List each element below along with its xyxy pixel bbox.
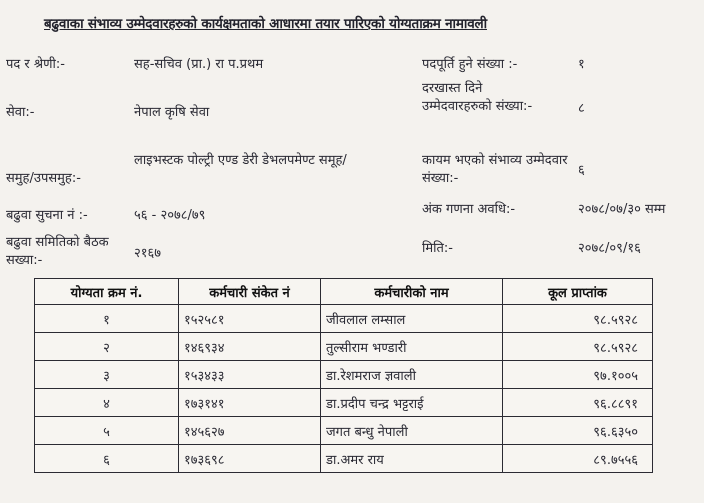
table-row <box>35 389 653 417</box>
table-row <box>35 361 653 389</box>
employee-name-cell: तुल्सीराम भण्डारी <box>321 333 503 361</box>
employee-code-cell: १५३४३३ <box>179 361 321 389</box>
table-header-row <box>35 279 653 305</box>
vacancy-value: १ <box>578 57 585 72</box>
score-cell: ८९.७५५६ <box>503 445 653 473</box>
table-row <box>35 333 653 361</box>
score-cell: ९६.६३५० <box>503 417 653 445</box>
service-label: सेवा:- <box>6 105 35 120</box>
period-label: अंक गणना अवधि:- <box>422 202 516 217</box>
date-value: २०७८/०९/१६ <box>578 241 641 256</box>
employee-code-cell: १५२५८१ <box>179 305 321 333</box>
period-value: २०७८/०७/३० सम्म <box>578 202 666 217</box>
notice-value: ५६ - २०७८/७९ <box>134 208 206 223</box>
service-value: नेपाल कृषि सेवा <box>134 105 210 120</box>
employee-code-cell: १४६९३४ <box>179 333 321 361</box>
employee-name-cell: डा.प्रदीप चन्द्र भट्टराई <box>321 389 503 417</box>
post-label: पद र श्रेणी:- <box>6 57 65 72</box>
employee-code-cell: १४५६२७ <box>179 417 321 445</box>
score-cell: ९८.५९२८ <box>503 305 653 333</box>
rank-cell: ४ <box>35 389 179 417</box>
score-cell: ९७.१००५ <box>503 361 653 389</box>
date-label: मिति:- <box>422 241 453 256</box>
group-value: लाइभस्टक पोल्ट्री एण्ड डेरी डेभलपमेण्ट समूह/ <box>134 153 347 168</box>
page-title: बढुवाका संभाव्य उम्मेदवारहरुको कार्यक्षमताको आधारमा तयार पारिएको योग्यताक्रम नामावली <box>44 16 487 32</box>
applicants-value: ८ <box>578 101 585 116</box>
rank-cell: ६ <box>35 445 179 473</box>
header-employee-code: कर्मचारी संकेत नं <box>179 279 321 305</box>
header-total-score: कूल प्राप्तांक <box>503 279 653 305</box>
table-row <box>35 305 653 333</box>
group-label: समुह/उपसमुह:- <box>6 171 81 186</box>
rank-cell: ३ <box>35 361 179 389</box>
employee-name-cell: जगत बन्धु नेपाली <box>321 417 503 445</box>
vacancy-label: पदपूर्ति हुने संख्या :- <box>422 57 518 72</box>
header-employee-name: कर्मचारीको नाम <box>321 279 503 305</box>
rank-cell: १ <box>35 305 179 333</box>
candidates-value: ६ <box>578 163 585 178</box>
employee-name-cell: डा.रेशमराज ज्ञवाली <box>321 361 503 389</box>
rank-cell: २ <box>35 333 179 361</box>
header-rank: योग्यता क्रम नं. <box>35 279 179 305</box>
meeting-label: बढुवा समितिको बैठक सख्या:- <box>6 235 109 268</box>
rank-cell: ५ <box>35 417 179 445</box>
post-value: सह-सचिव (प्रा.) रा प.प्रथम <box>134 57 264 72</box>
table-row <box>35 417 653 445</box>
table-row <box>35 445 653 473</box>
applicants-label: दरखास्त दिने उम्मेदवारहरुको संख्या:- <box>422 81 533 114</box>
meeting-value: २१६७ <box>134 246 162 261</box>
score-cell: ९८.५९२८ <box>503 333 653 361</box>
employee-code-cell: १७३६९८ <box>179 445 321 473</box>
employee-code-cell: १७३१४१ <box>179 389 321 417</box>
employee-name-cell: डा.अमर राय <box>321 445 503 473</box>
score-cell: ९६.८८९१ <box>503 389 653 417</box>
employee-name-cell: जीवलाल लम्साल <box>321 305 503 333</box>
candidates-label: कायम भएको संभाव्य उम्मेदवार संख्या:- <box>422 153 568 186</box>
merit-list-table <box>34 278 653 473</box>
notice-label: बढुवा सुचना नं :- <box>6 208 88 223</box>
